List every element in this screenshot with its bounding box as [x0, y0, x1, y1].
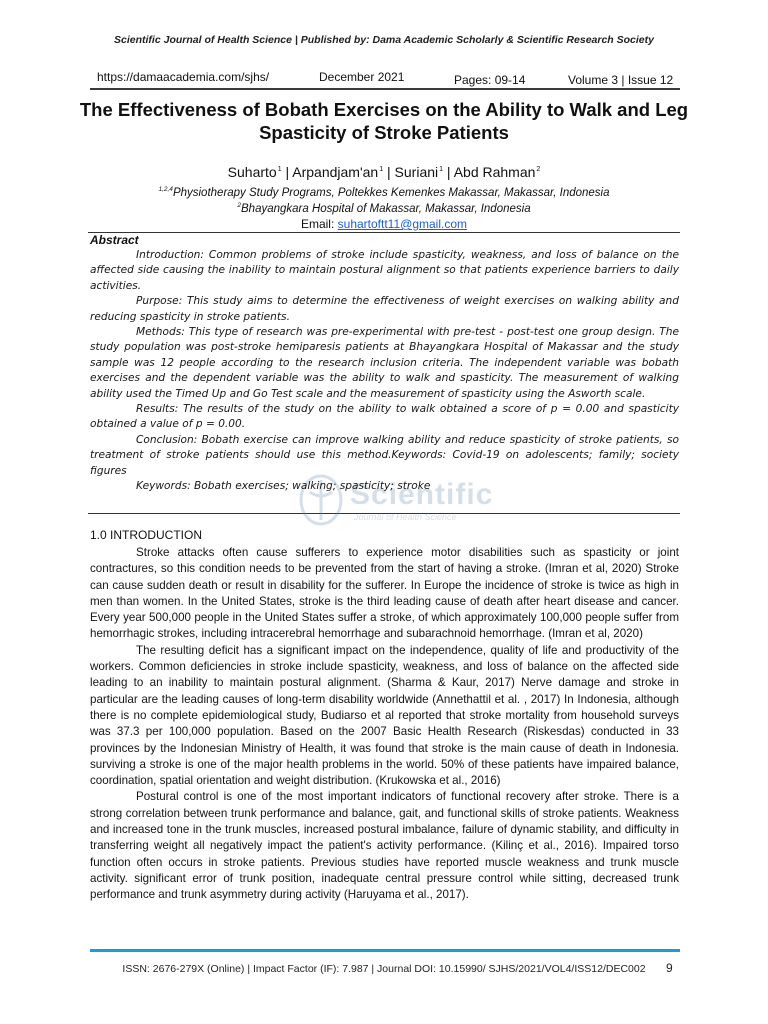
header-divider: [90, 88, 680, 90]
body-paragraph: Stroke attacks often cause sufferers to experience motor disabilities such as spasticity or joint contractures, so this condition needs to be prevented from the start of having a stroke. (Imran et al, 2020) Stroke can cause sudden death or result in disability for the sufferer. In Europe the incidence of stroke is twice as high in men than women. In the United States, stroke is the third leading cause of death after heart disease and cancer. Every year 500,000 people in the United States suffer a stroke, of which approximately 100,000 people suffer from hemorrhagic strokes, including intracerebral hemorrhage and subarachnoid hemorrhage. (Imran et al, 2020): [90, 546, 679, 641]
introduction-body: [90, 545, 679, 904]
author-name: Abd Rahman: [453, 164, 536, 180]
author-name: Suharto: [227, 164, 277, 180]
journal-header: Scientific Journal of Health Science | Published by: Dama Academic Scholarly & Scientific Research Society: [114, 34, 654, 46]
author-separator: |: [443, 164, 454, 180]
page-range: Pages: 09-14: [454, 73, 526, 87]
watermark-text: Scientific: [350, 478, 494, 511]
corresponding-email: [0, 217, 768, 231]
page-number: 9: [666, 961, 673, 975]
abstract-results: Results: The results of the study on the ability to walk obtained a score of p = 0.00 and spasticity obtained a value of p = 0.00.: [90, 403, 679, 431]
volume-issue: Volume 3 | Issue 12: [568, 73, 674, 87]
body-paragraph: The resulting deficit has a significant impact on the independence, quality of life and productivity of the workers. Common deficiencies in stroke include spasticity, weakness, and loss of balance on the affected side leading to an inability to maintain postural alignment. (Sharma & Kaur, 2017) Nerve damage and stroke in particular are the leading causes of long-term disability worldwide (Annethattil et al. , 2017) In Indonesia, although there is no complete epidemiological study, Budiarso et al reported that stroke mortality from household surveys was 37.3 per 100,000 population. Based on the 2007 Basic Health Research (Riskesdas) conducted in 33 provinces by the Indonesian Ministry of Health, it was found that stroke is the main cause of death in Indonesia. surviving a stroke is one of the major health problems in the world. 50% of these patients have impaired balance, coordination, spatial orientation and weight distribution. (Krukowska et al., 2016): [90, 643, 679, 788]
email-link[interactable]: suhartoftt11@gmail.com: [337, 217, 468, 231]
journal-url[interactable]: https://damaacademia.com/sjhs/: [97, 70, 270, 84]
abstract-body: [90, 248, 679, 495]
author-separator: |: [281, 164, 293, 180]
issue-date: December 2021: [319, 70, 405, 84]
watermark-subtext: Journal of Health Science: [354, 512, 457, 522]
abstract-heading: Abstract: [90, 233, 139, 247]
affiliation-1: [0, 186, 768, 199]
affiliation-2: [0, 202, 768, 215]
affiliation-marker: 1,2,4: [158, 186, 173, 193]
abstract-conclusion: Conclusion: Bobath exercise can improve walking ability and reduce spasticity of stroke patients, so treatment of stroke patients should use this method.Keywords: Covid-19 on adolescents; family; society figures: [90, 433, 679, 477]
author-name: Suriani: [394, 164, 439, 180]
footer-issn: ISSN: 2676-279X (Online) | Impact Factor (IF): 7.987 | Journal DOI: 10.15990/ SJHS/2021/VOL4/ISS12/DEC002: [122, 963, 646, 975]
section-heading: 1.0 INTRODUCTION: [90, 528, 203, 542]
body-paragraph: Postural control is one of the most important indicators of functional recovery after stroke. There is a strong correlation between trunk performance and balance, gait, and functional skills of stroke patients. Weakness and increased tone in the trunk muscles, increased postural imbalance, failure of dynamic stability, and difficulty in transferring weight all negatively impact the patient's activity performance. (Kilinç et al., 2016). Impaired torso function often occurs in stroke patients. Previous studies have reported muscle weakness and trunk muscle activity. significant error of trunk position, inadequate central pressure control while sitting, decreased trunk performance and trunk asymmetry during activity (Haruyama et al., 2017).: [90, 790, 679, 902]
abstract-introduction: Introduction: Common problems of stroke include spasticity, weakness, and loss of balance on the affected side causing the inability to maintain postural alignment so that patients experience barriers to daily activities.: [90, 249, 679, 292]
author-name: Arpandjam'an: [292, 164, 379, 180]
author-separator: |: [383, 164, 395, 180]
author-affiliation-marker: 1: [379, 166, 384, 173]
affiliation-text: Physiotherapy Study Programs, Poltekkes Kemenkes Makassar, Makassar, Indonesia: [172, 187, 610, 199]
email-label: Email:: [300, 217, 338, 231]
author-affiliation-marker: 1: [439, 166, 444, 173]
abstract-methods: Methods: This type of research was pre-experimental with pre-test - post-test one group design. The study population was post-stroke hemiparesis patients at Bhayangkara Hospital of Makassar and the study sample was 12 people according to the research inclusion criteria. The independent variable was bobath exercises and the dependent variable was the ability to walk and spasticity. The measurement of walking ability used the Timed Up and Go Test scale and the measurement of spasticity using the Asworth scale.: [90, 326, 679, 400]
abstract-keywords: Keywords: Bobath exercises; walking; spasticity; stroke: [136, 480, 431, 493]
abstract-purpose: Purpose: This study aims to determine the effectiveness of weight exercises on walking ability and reducing spasticity in stroke patients.: [90, 295, 679, 323]
author-list: [0, 164, 768, 180]
affiliation-marker: 2: [237, 202, 242, 209]
author-affiliation-marker: 2: [536, 166, 541, 173]
footer-divider: [90, 949, 680, 952]
article-title: The Effectiveness of Bobath Exercises on the Ability to Walk and Leg Spasticity of Stroke Patients: [79, 99, 689, 143]
author-affiliation-marker: 1: [277, 166, 282, 173]
affiliation-text: Bhayangkara Hospital of Makassar, Makassar, Indonesia: [241, 203, 531, 215]
